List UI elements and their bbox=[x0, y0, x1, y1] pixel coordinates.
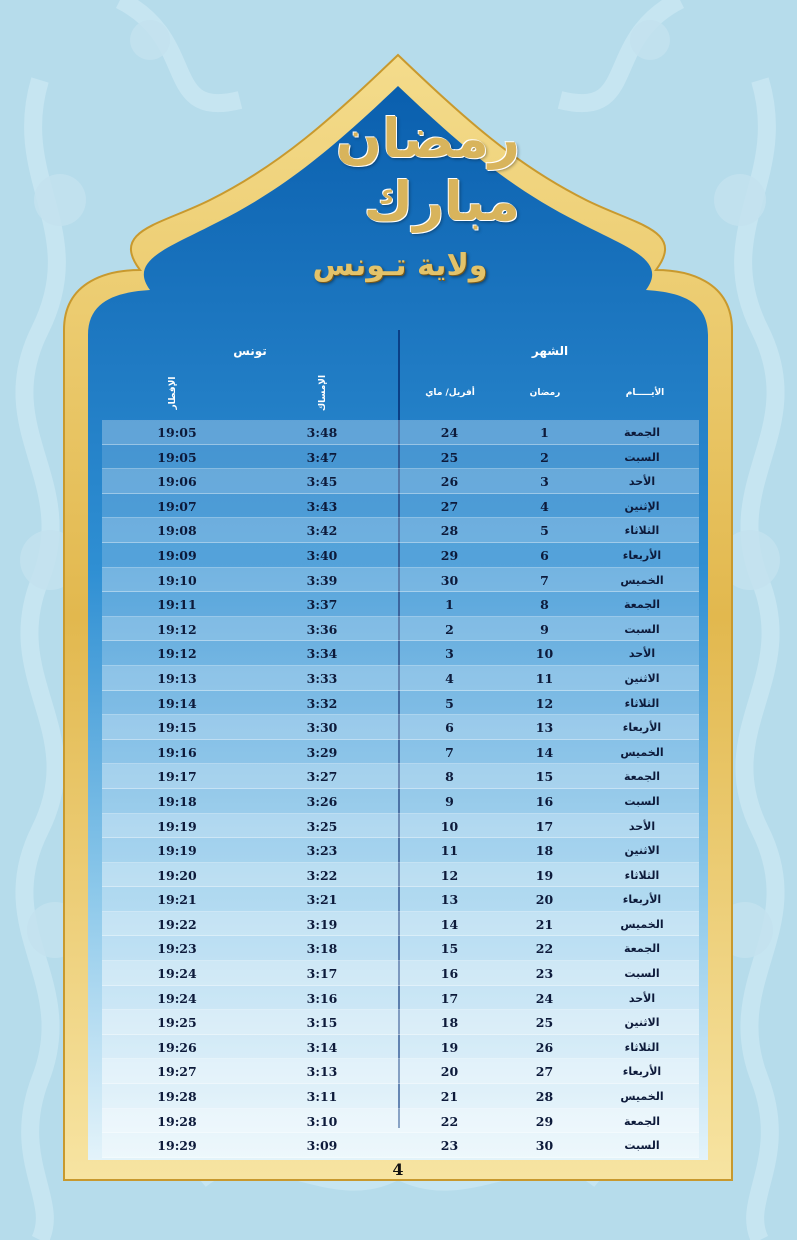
iftar-header: الإفطار bbox=[168, 376, 178, 410]
imsak-cell: 3:27 bbox=[306, 769, 338, 785]
weekday-cell: الخميس bbox=[620, 745, 664, 759]
ramadan-day-cell: 7 bbox=[540, 572, 549, 588]
imsak-cell: 3:14 bbox=[306, 1039, 338, 1055]
imsak-cell: 3:43 bbox=[306, 498, 338, 514]
imsak-cell: 3:11 bbox=[306, 1089, 338, 1105]
imsak-cell: 3:30 bbox=[306, 720, 338, 736]
region-header: تونس bbox=[233, 344, 267, 358]
table-row bbox=[102, 936, 699, 961]
weekday-cell: الخميس bbox=[620, 1090, 664, 1104]
imsak-cell: 3:32 bbox=[306, 695, 338, 711]
iftar-cell: 19:06 bbox=[157, 474, 197, 490]
imsak-cell: 3:19 bbox=[306, 916, 338, 932]
ramadan-day-cell: 19 bbox=[535, 867, 554, 883]
gregorian-day-cell: 15 bbox=[440, 941, 459, 957]
ramadan-day-cell: 20 bbox=[535, 892, 554, 908]
imsak-cell: 3:40 bbox=[306, 547, 338, 563]
weekday-cell: الأربعاء bbox=[622, 893, 662, 907]
imsak-cell: 3:23 bbox=[306, 843, 338, 859]
iftar-cell: 19:27 bbox=[157, 1064, 197, 1080]
gregorian-day-cell: 17 bbox=[440, 990, 459, 1006]
gregorian-day-cell: 20 bbox=[440, 1064, 459, 1080]
ramadan-day-cell: 10 bbox=[535, 646, 554, 662]
imsak-cell: 3:16 bbox=[306, 990, 338, 1006]
table-row bbox=[102, 986, 699, 1011]
table-row bbox=[102, 518, 699, 543]
ramadan-mubarak-calligraphy: رمضان مبارك bbox=[335, 107, 520, 233]
gregorian-day-cell: 18 bbox=[440, 1015, 459, 1031]
weekday-cell: الأحد bbox=[628, 475, 656, 489]
weekday-cell: السبت bbox=[624, 967, 660, 981]
table-row bbox=[102, 543, 699, 568]
table-row bbox=[102, 814, 699, 839]
iftar-cell: 19:25 bbox=[157, 1015, 197, 1031]
gregorian-day-cell: 10 bbox=[440, 818, 459, 834]
weekday-cell: الاثنين bbox=[624, 844, 660, 858]
iftar-cell: 19:29 bbox=[157, 1138, 197, 1154]
gregorian-day-cell: 16 bbox=[440, 966, 459, 982]
weekday-header: الأيـــــام bbox=[625, 388, 665, 398]
table-row bbox=[102, 1035, 699, 1060]
iftar-cell: 19:16 bbox=[157, 744, 197, 760]
gregorian-day-cell: 5 bbox=[445, 695, 454, 711]
table-row bbox=[102, 838, 699, 863]
iftar-cell: 19:28 bbox=[157, 1113, 197, 1129]
gregorian-day-cell: 23 bbox=[440, 1138, 459, 1154]
weekday-cell: الخميس bbox=[620, 917, 664, 931]
ramadan-day-cell: 30 bbox=[535, 1138, 554, 1154]
table-row bbox=[102, 887, 699, 912]
ramadan-day-cell: 27 bbox=[535, 1064, 554, 1080]
weekday-cell: الثلاثاء bbox=[624, 696, 660, 710]
iftar-cell: 19:23 bbox=[157, 941, 197, 957]
table-row bbox=[102, 740, 699, 765]
gregorian-day-cell: 9 bbox=[445, 793, 454, 809]
iftar-cell: 19:19 bbox=[157, 843, 197, 859]
gregorian-day-cell: 2 bbox=[445, 621, 454, 637]
ramadan-day-cell: 18 bbox=[535, 843, 554, 859]
table-row bbox=[102, 592, 699, 617]
iftar-cell: 19:24 bbox=[157, 966, 197, 982]
table-row bbox=[102, 912, 699, 937]
table-row bbox=[102, 715, 699, 740]
ramadan-day-cell: 21 bbox=[535, 916, 554, 932]
imsak-cell: 3:39 bbox=[306, 572, 338, 588]
iftar-cell: 19:11 bbox=[157, 597, 197, 613]
imsak-cell: 3:22 bbox=[306, 867, 338, 883]
imsak-header: الإمساك bbox=[318, 374, 328, 412]
gregorian-day-cell: 29 bbox=[440, 547, 459, 563]
weekday-cell: الأربعاء bbox=[622, 1065, 662, 1079]
weekday-cell: الأحد bbox=[628, 819, 656, 833]
page-title: ولاية تـونس bbox=[312, 248, 488, 283]
ramadan-day-cell: 22 bbox=[535, 941, 554, 957]
gregorian-day-cell: 7 bbox=[445, 744, 454, 760]
weekday-cell: الجمعة bbox=[623, 426, 661, 439]
gregorian-day-cell: 11 bbox=[440, 843, 459, 859]
weekday-cell: الأربعاء bbox=[622, 548, 662, 562]
table-row bbox=[102, 1084, 699, 1109]
weekday-cell: الأحد bbox=[628, 991, 656, 1005]
gregorian-day-cell: 21 bbox=[440, 1089, 459, 1105]
gregorian-day-cell: 24 bbox=[440, 425, 459, 440]
iftar-cell: 19:26 bbox=[157, 1039, 197, 1055]
table-row bbox=[102, 494, 699, 519]
imsak-cell: 3:18 bbox=[306, 941, 338, 957]
table-row bbox=[102, 469, 699, 494]
weekday-cell: الجمعة bbox=[623, 1114, 661, 1128]
weekday-cell: الاثنين bbox=[624, 1016, 660, 1030]
iftar-cell: 19:10 bbox=[157, 572, 197, 588]
iftar-cell: 19:21 bbox=[157, 892, 197, 908]
table-row bbox=[102, 1133, 699, 1158]
imsak-cell: 3:33 bbox=[306, 670, 338, 686]
table-row bbox=[102, 961, 699, 986]
table-row bbox=[102, 691, 699, 716]
ramadan-day-cell: 6 bbox=[540, 547, 549, 563]
imsak-cell: 3:10 bbox=[306, 1113, 338, 1129]
ramadan-day-cell: 17 bbox=[535, 818, 554, 834]
gregorian-day-cell: 27 bbox=[440, 498, 459, 514]
gregorian-day-cell: 1 bbox=[445, 597, 454, 613]
gregorian-day-cell: 25 bbox=[440, 449, 459, 465]
ramadan-day-cell: 13 bbox=[535, 720, 554, 736]
iftar-cell: 19:22 bbox=[157, 916, 197, 932]
prayer-times-table bbox=[102, 420, 699, 1158]
iftar-cell: 19:18 bbox=[157, 793, 197, 809]
table-row bbox=[102, 1059, 699, 1084]
iftar-cell: 19:05 bbox=[157, 449, 197, 465]
weekday-cell: الجمعة bbox=[623, 942, 661, 956]
table-row bbox=[102, 1010, 699, 1035]
gregorian-day-cell: 14 bbox=[440, 916, 459, 932]
weekday-cell: السبت bbox=[624, 794, 660, 808]
gregorian-day-cell: 12 bbox=[440, 867, 459, 883]
gregorian-day-cell: 22 bbox=[440, 1113, 459, 1129]
weekday-cell: السبت bbox=[624, 622, 660, 636]
ramadan-day-cell: 3 bbox=[540, 474, 549, 490]
table-row bbox=[102, 1109, 699, 1134]
gregorian-header: أفريل/ ماي bbox=[425, 388, 475, 398]
ramadan-day-cell: 23 bbox=[535, 966, 554, 982]
ramadan-day-cell: 15 bbox=[535, 769, 554, 785]
month-header: الشهر bbox=[531, 344, 569, 358]
ramadan-day-cell: 4 bbox=[540, 498, 549, 514]
imsak-cell: 3:21 bbox=[306, 892, 338, 908]
imsak-cell: 3:36 bbox=[306, 621, 338, 637]
gregorian-day-cell: 3 bbox=[445, 646, 454, 662]
gregorian-day-cell: 28 bbox=[440, 523, 459, 539]
ramadan-day-cell: 5 bbox=[540, 523, 549, 539]
iftar-cell: 19:17 bbox=[157, 769, 197, 785]
ramadan-day-cell: 8 bbox=[540, 597, 549, 613]
iftar-cell: 19:07 bbox=[157, 498, 197, 514]
ramadan-day-cell: 2 bbox=[540, 449, 549, 465]
table-row bbox=[102, 789, 699, 814]
iftar-cell: 19:12 bbox=[157, 621, 197, 637]
weekday-cell: الخميس bbox=[620, 573, 664, 587]
weekday-cell: الاثنين bbox=[624, 671, 660, 685]
imsak-cell: 3:25 bbox=[306, 818, 338, 834]
table-row bbox=[102, 764, 699, 789]
iftar-cell: 19:13 bbox=[157, 670, 197, 686]
imsak-cell: 3:42 bbox=[306, 523, 338, 539]
gregorian-day-cell: 30 bbox=[440, 572, 459, 588]
weekday-cell: السبت bbox=[624, 450, 660, 464]
iftar-cell: 19:28 bbox=[157, 1089, 197, 1105]
ramadan-day-cell: 28 bbox=[535, 1089, 554, 1105]
ramadan-day-cell: 12 bbox=[535, 695, 554, 711]
ramadan-day-cell: 1 bbox=[540, 425, 549, 440]
imsak-cell: 3:13 bbox=[306, 1064, 338, 1080]
iftar-cell: 19:15 bbox=[157, 720, 197, 736]
iftar-cell: 19:20 bbox=[157, 867, 197, 883]
ramadan-day-cell: 16 bbox=[535, 793, 554, 809]
ramadan-day-cell: 29 bbox=[535, 1113, 554, 1129]
weekday-cell: الجمعة bbox=[623, 770, 661, 784]
table-row bbox=[102, 617, 699, 642]
imsak-cell: 3:09 bbox=[306, 1138, 338, 1154]
table-row bbox=[102, 863, 699, 888]
imsak-cell: 3:47 bbox=[306, 449, 338, 465]
weekday-cell: السبت bbox=[624, 1139, 660, 1153]
weekday-cell: الأحد bbox=[628, 647, 656, 661]
gregorian-day-cell: 6 bbox=[445, 720, 454, 736]
ramadan-day-cell: 14 bbox=[535, 744, 554, 760]
ramadan-day-cell: 11 bbox=[535, 670, 554, 686]
imsak-cell: 3:17 bbox=[306, 966, 338, 982]
weekday-cell: الجمعة bbox=[623, 598, 661, 612]
iftar-cell: 19:12 bbox=[157, 646, 197, 662]
imsak-cell: 3:26 bbox=[306, 793, 338, 809]
gregorian-day-cell: 26 bbox=[440, 474, 459, 490]
iftar-cell: 19:24 bbox=[157, 990, 197, 1006]
gregorian-day-cell: 8 bbox=[445, 769, 454, 785]
ramadan-day-cell: 25 bbox=[535, 1015, 554, 1031]
ramadan-day-cell: 26 bbox=[535, 1039, 554, 1055]
ramadan-day-header: رمضان bbox=[529, 388, 561, 398]
ramadan-day-cell: 24 bbox=[535, 990, 554, 1006]
gregorian-day-cell: 4 bbox=[445, 670, 454, 686]
imsak-cell: 3:15 bbox=[306, 1015, 338, 1031]
iftar-cell: 19:14 bbox=[157, 695, 197, 711]
weekday-cell: الثلاثاء bbox=[624, 1040, 660, 1054]
iftar-cell: 19:19 bbox=[157, 818, 197, 834]
weekday-cell: الثلاثاء bbox=[624, 524, 660, 538]
iftar-cell: 19:09 bbox=[157, 547, 197, 563]
weekday-cell: الثلاثاء bbox=[624, 868, 660, 882]
imsak-cell: 3:48 bbox=[306, 425, 338, 440]
imsak-cell: 3:37 bbox=[306, 597, 338, 613]
imsak-cell: 3:34 bbox=[306, 646, 338, 662]
table-row bbox=[102, 641, 699, 666]
table-row bbox=[102, 568, 699, 593]
imsak-cell: 3:45 bbox=[306, 474, 338, 490]
iftar-cell: 19:05 bbox=[157, 425, 197, 440]
gregorian-day-cell: 13 bbox=[440, 892, 459, 908]
imsak-cell: 3:29 bbox=[306, 744, 338, 760]
table-row bbox=[102, 445, 699, 470]
table-row bbox=[102, 666, 699, 691]
weekday-cell: الإثنين bbox=[624, 499, 660, 513]
gregorian-day-cell: 19 bbox=[440, 1039, 459, 1055]
page-number: 4 bbox=[392, 1160, 404, 1179]
weekday-cell: الأربعاء bbox=[622, 721, 662, 735]
iftar-cell: 19:08 bbox=[157, 523, 197, 539]
table-row bbox=[102, 420, 699, 445]
ramadan-day-cell: 9 bbox=[540, 621, 549, 637]
